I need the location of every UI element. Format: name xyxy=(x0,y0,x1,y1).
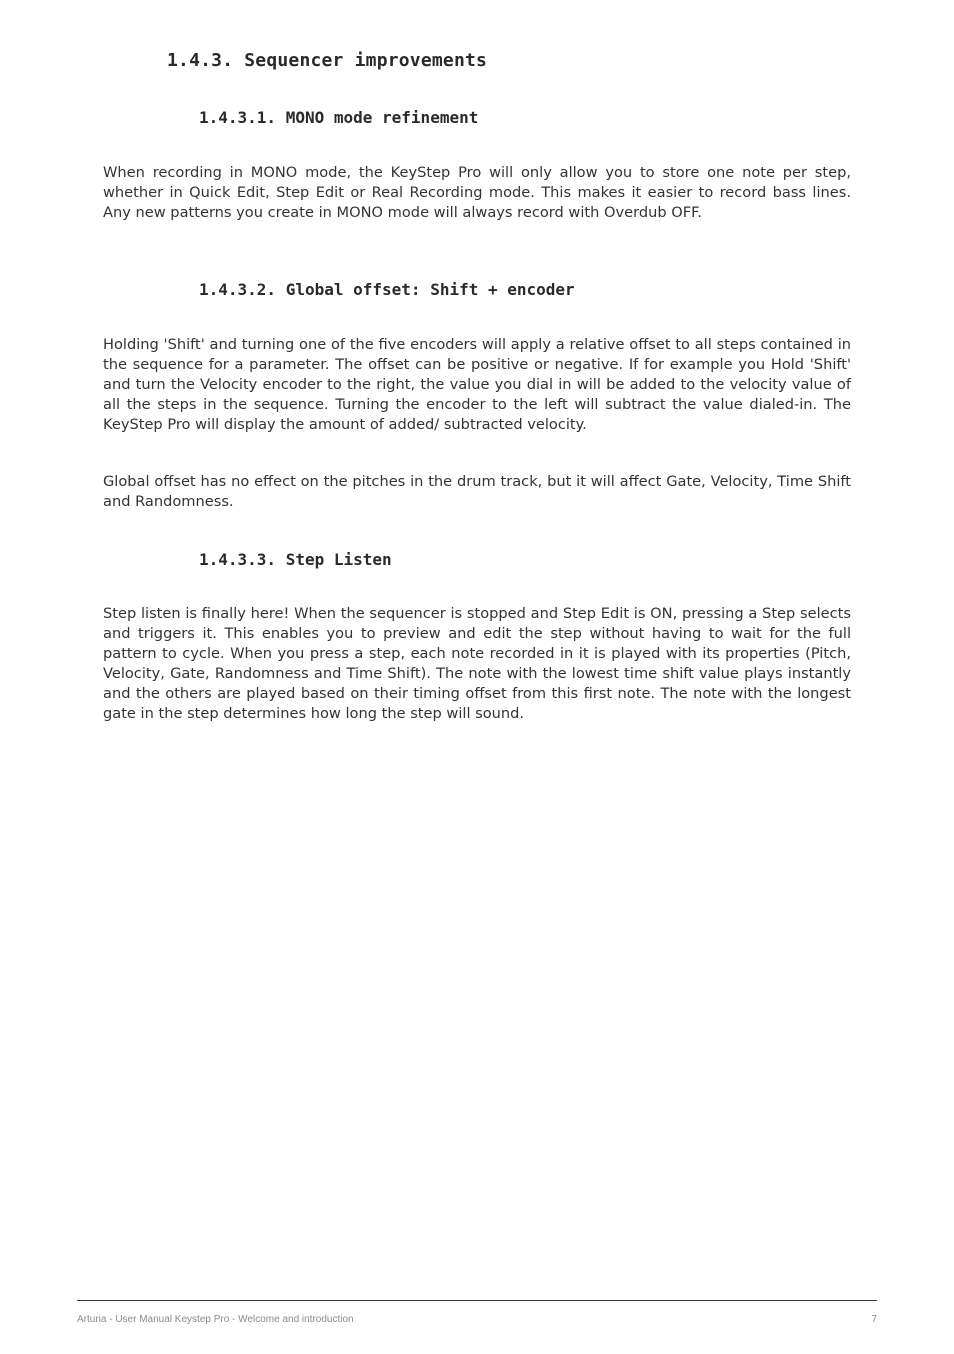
paragraph-global-offset-1: Holding 'Shift' and turning one of the five encoders will apply a relative offset to all steps contained in the sequence for a parameter. The offset can be positive or negative. If for example you Hold 'Shift' and turn the Velocity encoder to the right, the value you dial in will be added to the velocity value of all the steps in the sequence. Turning the encoder to the left will subtract the value dialed-in. The KeyStep Pro will display the amount of added/ subtracted velocity. xyxy=(103,336,851,433)
subsection-heading-mono-mode: 1.4.3.1. MONO mode refinement xyxy=(199,108,479,127)
subsection-heading-step-listen: 1.4.3.3. Step Listen xyxy=(199,550,392,569)
paragraph-step-listen: Step listen is finally here! When the sequencer is stopped and Step Edit is ON, pressing a Step selects and triggers it. This enables you to preview and edit the step without having to wait for the full pattern to cycle. When you press a step, each note recorded in it is played with its properties (Pitch, Velocity, Gate, Randomness and Time Shift). The note with the lowest time shift value plays instantly and the others are played based on their timing offset from this first note. The note with the longest gate in the step determines how long the step will sound. xyxy=(103,605,851,722)
paragraph-global-offset-2: Global offset has no effect on the pitches in the drum track, but it will affect Gate, Velocity, Time Shift and Randomness. xyxy=(103,473,851,510)
subsection-heading-global-offset: 1.4.3.2. Global offset: Shift + encoder xyxy=(199,280,575,299)
footer-page-number: 7 xyxy=(871,1314,877,1325)
paragraph-mono-mode: When recording in MONO mode, the KeyStep Pro will only allow you to store one note per step, whether in Quick Edit, Step Edit or Real Recording mode. This makes it easier to record bass lines. Any new patterns you create in MONO mode will always record with Overdub OFF. xyxy=(103,164,851,221)
footer-divider xyxy=(77,1300,877,1301)
footer-title: Arturia - User Manual Keystep Pro - Welcome and introduction xyxy=(77,1314,354,1325)
section-heading: 1.4.3. Sequencer improvements xyxy=(167,50,488,71)
